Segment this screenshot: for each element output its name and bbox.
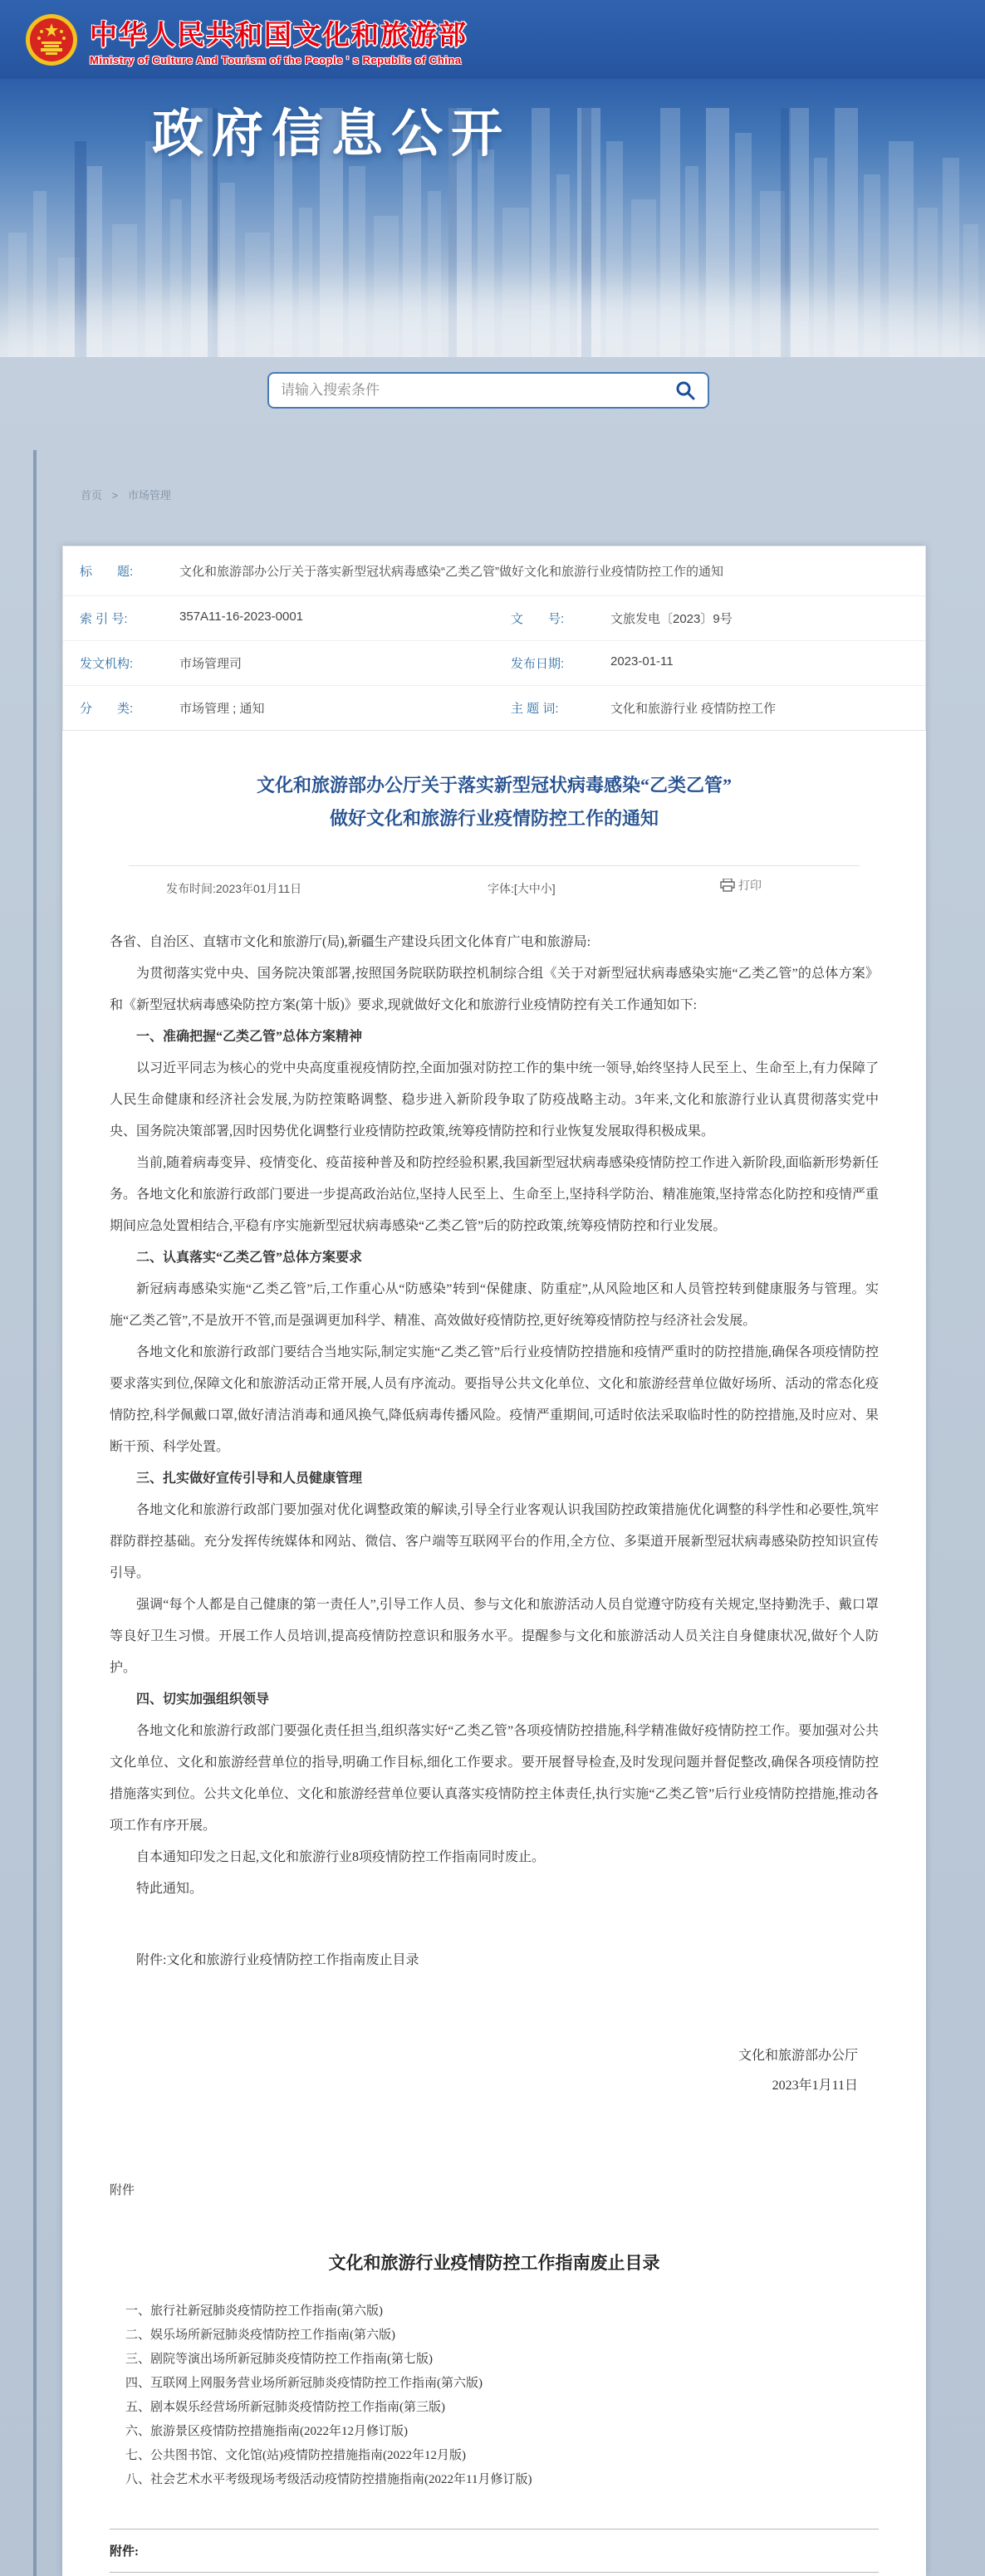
printer-icon [720, 879, 735, 892]
attachment-list [125, 2299, 879, 2492]
meta-field [494, 686, 925, 730]
attachment-list-item: 二、娱乐场所新冠肺炎疫情防控工作指南(第六版) [125, 2329, 395, 2342]
document-paragraph: 各地文化和旅游行政部门要结合当地实际,制定实施“乙类乙管”后行业疫情防控措施和疫情严重时的防控措施,确保各项疫情防控要求落实到位,保障文化和旅游活动正常开展,人员有序流动。要指导公共文化单位、文化和旅游经营单位做好场所、活动的常态化疫情防控,科学佩戴口罩,做好清洁消毒和通风换气,降低病毒传播风险。疫情严重期间,可适时依法采取临时性的防控措施,及时应对、果断干预、科学处置。 [110, 1345, 879, 1454]
document-paragraph: 二、认真落实“乙类乙管”总体方案要求 [136, 1251, 363, 1265]
attachment-list-item: 三、剧院等演出场所新冠肺炎疫情防控工作指南(第七版) [125, 2353, 433, 2366]
meta-field-label: 索 引 号: [80, 612, 128, 626]
main-content-wrapper [33, 450, 952, 2576]
attachment-label: 附件 [110, 2184, 135, 2197]
meta-title-row [63, 546, 925, 596]
meta-field [494, 596, 925, 641]
breadcrumb-separator: > [111, 489, 119, 502]
lower-page [0, 357, 985, 2576]
meta-field-value: 市场管理司 [179, 657, 243, 671]
banner-title: 政府信息公开 [152, 105, 512, 163]
document-paragraph: 各地文化和旅游行政部门要加强对优化调整政策的解读,引导全行业客观认识我国防控政策措施优化调整的科学性和必要性,筑牢群防群控基础。充分发挥传统媒体和网站、微信、客户端等互联网平台的作用,全方位、多渠道开展新型冠状病毒感染防控知识宣传引导。 [110, 1503, 879, 1580]
attachment-title: 文化和旅游行业疫情防控工作指南废止目录 [328, 2253, 660, 2273]
document-paragraph: 强调“每个人都是自己健康的第一责任人”,引导工作人员、参与文化和旅游活动人员自觉遵守防疫有关规定,坚持勤洗手、戴口罩等良好卫生习惯。开展工作人员培训,提高疫情防控意识和服务水平。提醒参与文化和旅游活动人员关注自身健康状况,做好个人防护。 [110, 1598, 879, 1675]
attachment-list-item: 五、剧本娱乐经营场所新冠肺炎疫情防控工作指南(第三版) [125, 2401, 445, 2414]
attachment-list-item: 一、旅行社新冠肺炎疫情防控工作指南(第六版) [125, 2304, 383, 2318]
divider [110, 2572, 879, 2573]
site-title: 中华人民共和国文化和旅游部 [90, 18, 468, 50]
print-label: 打印 [738, 879, 762, 892]
document-paragraph: 以习近平同志为核心的党中央高度重视疫情防控,全面加强对防控工作的集中统一领导,始终坚持人民至上、生命至上,有力保障了人民生命健康和经济社会发展,为防控策略调整、稳步进入新阶段争取了防疫战略主动。3年来,文化和旅游行业认真贯彻落实党中央、国务院决策部署,因时因势优化调整行业疫情防控政策,统筹疫情防控和行业恢复发展取得积极成果。 [110, 1061, 879, 1139]
meta-title-label: 标 题: [80, 565, 134, 579]
meta-field-label: 分 类: [80, 702, 134, 716]
font-size-control[interactable]: 字体:[大中小] [488, 882, 556, 895]
search-section [0, 357, 985, 450]
meta-field [63, 596, 494, 641]
site-titles [90, 13, 468, 66]
document-paragraph: 各省、自治区、直辖市文化和旅游厅(局),新疆生产建设兵团文化体育广电和旅游局: [110, 935, 591, 949]
meta-field-value: 357A11-16-2023-0001 [179, 610, 304, 624]
breadcrumb-home-link[interactable]: 首页 [81, 489, 103, 502]
meta-grid [63, 596, 925, 730]
signature-org: 文化和旅游部办公厅 [738, 2049, 858, 2063]
search-icon [674, 380, 696, 401]
meta-title-value: 文化和旅游部办公厅关于落实新型冠状病毒感染“乙类乙管”做好文化和旅游行业疫情防控工作的通知 [179, 565, 723, 579]
document-paragraph: 为贯彻落实党中央、国务院决策部署,按照国务院联防联控机制综合组《关于对新型冠状病毒感染实施“乙类乙管”的总体方案》和《新型冠状病毒感染防控方案(第十版)》要求,现就做好文化和旅游行业疫情防控有关工作通知如下: [110, 967, 879, 1012]
site-subtitle: Ministry of Culture And Tourism of the People ' s Republic of China [90, 53, 462, 66]
publish-time: 发布时间:2023年01月11日 [166, 882, 302, 895]
search-button[interactable] [673, 378, 698, 403]
document-paragraph: 附件:文化和旅游行业疫情防控工作指南废止目录 [136, 1953, 419, 1967]
document-title-line2: 做好文化和旅游行业疫情防控工作的通知 [329, 808, 659, 829]
document-card [62, 546, 926, 2576]
meta-field [494, 641, 925, 686]
attachment-section [62, 2181, 926, 2492]
site-header [0, 0, 985, 79]
meta-field-value: 文旅发电〔2023〕9号 [610, 612, 733, 626]
attachment-list-item: 四、互联网上网服务营业场所新冠肺炎疫情防控工作指南(第六版) [125, 2377, 483, 2390]
document-paragraph: 三、扎实做好宣传引导和人员健康管理 [136, 1472, 363, 1486]
attachment-list-item: 八、社会艺术水平考级现场考级活动疫情防控措施指南(2022年11月修订版) [125, 2473, 532, 2486]
national-emblem-icon [25, 13, 78, 66]
document-paragraph: 新冠病毒感染实施“乙类乙管”后,工作重心从“防感染”转到“保健康、防重症”,从风险地区和人员管控转到健康服务与管理。实施“乙类乙管”,不是放开不管,而是强调更加科学、精准、高效做好疫情防控,更好统筹疫情防控与经济社会发展。 [110, 1282, 879, 1328]
meta-field-value: 文化和旅游行业 疫情防控工作 [610, 702, 777, 716]
meta-field-value: 2023-01-11 [610, 654, 674, 668]
breadcrumb [62, 487, 926, 502]
meta-field-label: 发文机构: [80, 657, 134, 671]
meta-field-value: 市场管理 ; 通知 [179, 702, 265, 716]
document-paragraph: 自本通知印发之日起,文化和旅游行业8项疫情防控工作指南同时废止。 [136, 1850, 546, 1864]
footer-attachment-label: 附件: [110, 2545, 139, 2559]
document-paragraph: 四、切实加强组织领导 [136, 1692, 270, 1707]
meta-field-label: 文 号: [511, 612, 565, 626]
print-button[interactable] [720, 877, 762, 894]
meta-field [63, 686, 494, 730]
signature-date: 2023年1月11日 [772, 2079, 858, 2093]
document-paragraph: 特此通知。 [136, 1882, 203, 1896]
document-title-line1: 文化和旅游部办公厅关于落实新型冠状病毒感染“乙类乙管” [256, 775, 732, 796]
breadcrumb-current: 市场管理 [127, 489, 171, 502]
meta-field-label: 发布日期: [511, 657, 565, 671]
document-paragraph: 当前,随着病毒变异、疫情变化、疫苗接种普及和防控经验积累,我国新型冠状病毒感染疫情防控工作进入新阶段,面临新形势新任务。各地文化和旅游行政部门要进一步提高政治站位,坚持人民至上、生命至上,坚持科学防治、精准施策,坚持常态化防控和疫情严重期间应急处置相结合,平稳有序实施新型冠状病毒感染“乙类乙管”后的防控政策,统筹疫情防控和行业发展。 [110, 1156, 879, 1233]
attachment-list-item: 七、公共图书馆、文化馆(站)疫情防控措施指南(2022年12月版) [125, 2449, 466, 2462]
meta-field-label: 主 题 词: [511, 702, 559, 716]
banner [0, 79, 985, 357]
search-input[interactable] [279, 381, 673, 399]
search-box [267, 372, 709, 409]
document-paragraph: 各地文化和旅游行政部门要强化责任担当,组织落实好“乙类乙管”各项疫情防控措施,科学精准做好疫情防控工作。要加强对公共文化单位、文化和旅游经营单位的指导,明确工作目标,细化工作要求。要开展督导检查,及时发现问题并督促整改,确保各项疫情防控措施落实到位。公共文化单位、文化和旅游经营单位要认真落实疫情防控主体责任,执行实施“乙类乙管”后行业疫情防控措施,推动各项工作有序开展。 [110, 1724, 879, 1833]
document-info-bar [129, 865, 860, 905]
document-title [112, 769, 876, 835]
document-body [110, 927, 879, 1976]
document-paragraph: 一、准确把握“乙类乙管”总体方案精神 [136, 1030, 363, 1044]
attachment-list-item: 六、旅游景区疫情防控措施指南(2022年12月修订版) [125, 2425, 408, 2438]
meta-table [62, 546, 926, 731]
signature-block [62, 2041, 858, 2101]
meta-field [63, 641, 494, 686]
